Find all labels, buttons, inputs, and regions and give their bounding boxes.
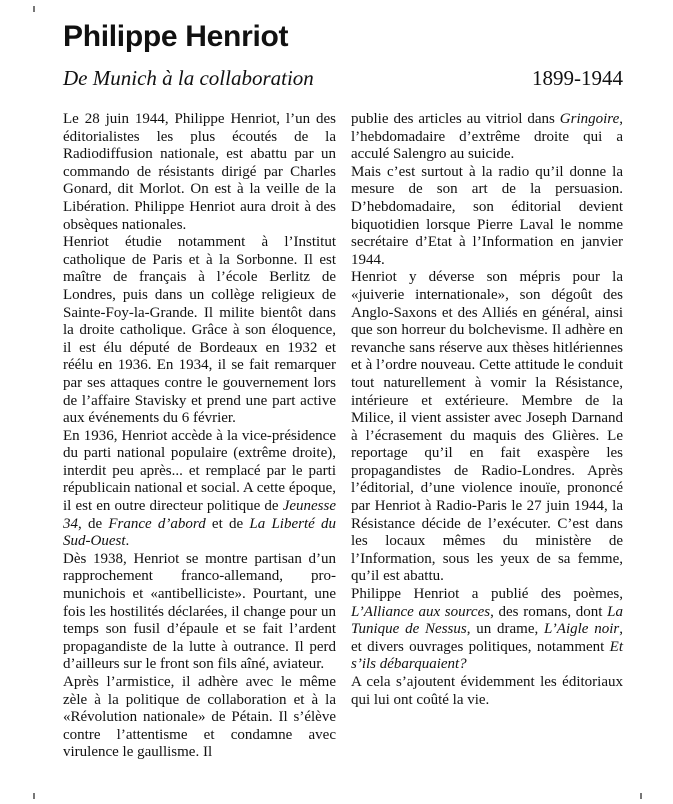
paragraph-text: Henriot y déverse son mépris pour la «juiverie internationale», son dégoût des Anglo-Saxons et des Alliés en général, ainsi que son horreur du bolchevisme. Il adhère en revanche sans réserve aux thèses hitlériennes et à l’ordre nouveau. Cette attitude le conduit tout naturellement à vomir la Résistance, intérieure et extérieure. Membre de la Milice, il vient assister avec Joseph Darnand à l’écrasement du maquis des Glières. Le reportage qu’il en fait exaspère les propagandistes de Radio-Londres. Après l’éditorial, d’une violence inouïe, prononcé par Henriot à Radio-Paris le 27 juin 1944, la Résistance décide de l’exécuter. C’est dans les locaux mêmes du ministère de l’Information, sous les yeux de sa femme, qu’il est abattu. xyxy=(351,269,623,585)
paragraph xyxy=(351,164,623,270)
italic-title-text: La Tunique de Nessus xyxy=(351,603,623,638)
right-column xyxy=(351,111,623,709)
left-column xyxy=(63,111,336,762)
paragraph-text: A cela s’ajoutent évidemment les éditoriaux qui lui ont coûté la vie. xyxy=(351,674,623,708)
paragraph xyxy=(351,269,623,586)
paragraph-text: Après l’armistice, il adhère avec le même zèle à la politique de collaboration et à la «Révolution nationale» de Pétain. Il s’élève contre l’attentisme et condamne avec virulence le gaullisme. Il xyxy=(63,674,336,761)
paragraph-text: Dès 1938, Henriot se montre partisan d’un rapprochement franco-allemand, pro-munichois et «antibelliciste». Pourtant, une fois les hostilités déclarées, il change pour un temps son fusil d’épaule et se fait l’ardent propagandiste de la lutte à outrance. Il perd d’ailleurs sur le front son fils aîné, aviateur. xyxy=(63,550,336,673)
scan-mark xyxy=(640,793,642,799)
italic-title-text: L’Alliance aux sources xyxy=(351,603,491,620)
paragraph-text: . xyxy=(125,533,130,550)
paragraph xyxy=(63,428,336,551)
paragraph-text: publie des articles au vitriol dans xyxy=(351,111,560,127)
paragraph-text: , l’hebdomadaire d’extrême droite qui a acculé Salengro au suicide. xyxy=(351,111,623,163)
italic-title-text: La Liberté du Sud-Ouest xyxy=(63,515,337,550)
paragraph xyxy=(63,111,336,234)
italic-title-text: Et s’ils débarquaient? xyxy=(351,638,623,673)
paragraph-text: Philippe Henriot a publié des poèmes, xyxy=(351,586,623,603)
paragraph xyxy=(351,586,623,674)
paragraph-text: , et divers ouvrages politiques, notamment xyxy=(351,621,623,655)
paragraph-text: Mais c’est surtout à la radio qu’il donne la mesure de son art de la persuasion. D’hebdomadaire, son éditorial devient biquotidien lorsque Pierre Laval le nomme secrétaire d’Etat à l’Information en janvier 1944. xyxy=(351,163,623,268)
paragraph-text: Le 28 juin 1944, Philippe Henriot, l’un des éditorialistes les plus écoutés de la Radiodiffusion nationale, est abattu par un commando de résistants dirigé par Charles Gonard, dit Morlot. On est à la veille de la Libération. Philippe Henriot aura droit à des obsèques nationales. xyxy=(63,111,336,233)
paragraph-text: , des romans, dont xyxy=(490,603,608,620)
italic-title-text: France d’abord xyxy=(108,515,206,532)
italic-title-text: Gringoire xyxy=(559,111,620,127)
paragraph xyxy=(63,234,336,428)
paragraph xyxy=(351,111,623,164)
paragraph xyxy=(63,551,336,674)
paragraph xyxy=(63,674,336,762)
paragraph-text: et de xyxy=(205,515,250,532)
scan-mark xyxy=(33,793,35,799)
life-dates: 1899-1944 xyxy=(532,66,623,90)
italic-title-text: Jeunesse 34 xyxy=(63,498,336,532)
scan-mark xyxy=(33,6,35,12)
italic-title-text: L’Aigle noir xyxy=(544,621,620,638)
article-subtitle: De Munich à la collaboration xyxy=(63,66,314,90)
paragraph-text: Henriot étudie notamment à l’Institut catholique de Paris et à la Sorbonne. Il est maître de français à l’école Berlitz de Londres, puis dans un collège religieux de Sainte-Foy-la-Grande. Il milite bientôt dans la droite catholique. Grâce à son éloquence, il est élu député de Bordeaux en 1932 et réélu en 1936. En 1934, il se fait remarquer par ses attaques contre le gouvernement lors de l’affaire Stavisky et prend une part active aux événements du 6 février. xyxy=(63,234,336,427)
paragraph-text: En 1936, Henriot accède à la vice-présidence du parti national populaire (extrême droite), interdit peu après... et remplacé par le parti républicain national et social. A cette époque, il est en outre directeur politique de xyxy=(63,427,336,515)
paragraph-text: , un drame, xyxy=(466,621,545,638)
paragraph-text: , de xyxy=(78,515,109,532)
paragraph xyxy=(351,674,623,709)
article-title: Philippe Henriot xyxy=(63,20,289,53)
